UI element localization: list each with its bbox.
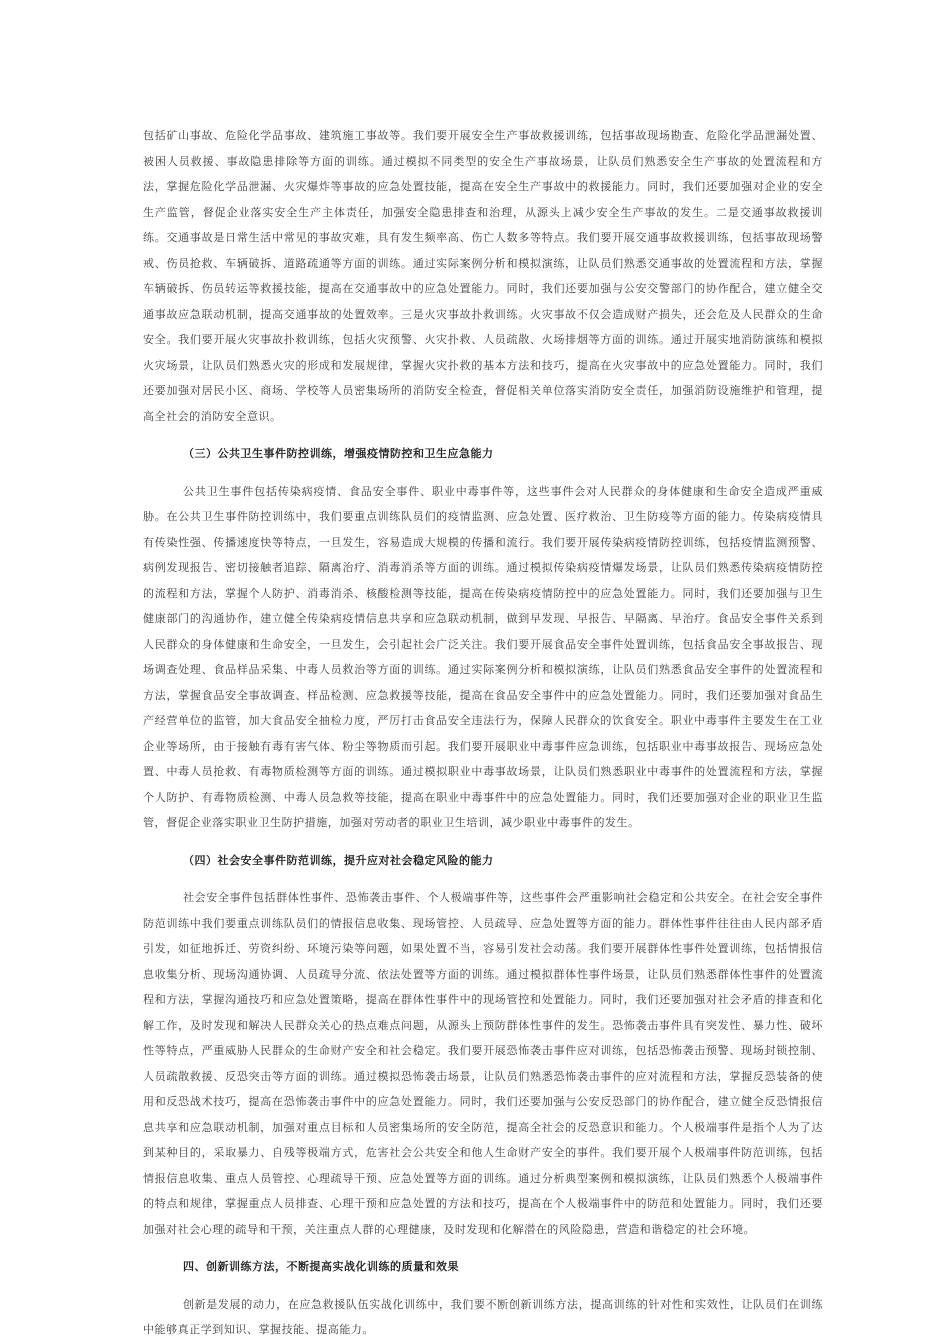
chapter-heading-innovation: 四、创新训练方法，不断提高实战化训练的质量和效果 bbox=[183, 1260, 459, 1273]
paragraph-public-health: 公共卫生事件包括传染病疫情、食品安全事件、职业中毒事件等，这些事件会对人民群众的身体健康和生命安全造成严重威胁。在公共卫生事件防控训练中，我们要重点训练队员们的疫情监测、应急处置、医疗救治、卫生防疫等方面的能力。传染病疫情具有传染性强、传播速度快等特点，一旦发生，容易造成大规模的传播和流行。我们要开展传染病疫情防控训练，包括疫情监测预警、病例发现报告、密切接触者追踪、隔离治疗、消毒消杀等方面的训练。通过模拟传染病疫情爆发场景，让队员们熟悉传染病疫情防控的流程和方法，掌握个人防护、消毒消杀、核酸检测等技能，提高在传染病疫情防控中的应急处置能力。同时，我们还要加强与卫生健康部门的沟通协作，建立健全传染病疫情信息共享和应急联动机制，做到早发现、早报告、早隔离、早治疗。食品安全事件关系到人民群众的身体健康和生命安全，一旦发生，会引起社会广泛关注。我们要开展食品安全事件处置训练，包括食品安全事故报告、现场调查处理、食品样品采集、中毒人员救治等方面的训练。通过实际案例分析和模拟演练，让队员们熟悉食品安全事件的处置流程和方法，掌握食品安全事故调查、样品检测、应急救援等技能，提高在食品安全事件中的应急处置能力。同时，我们还要加强对食品生产经营单位的监管，加大食品安全抽检力度，严厉打击食品安全违法行为，保障人民群众的饮食安全。职业中毒事件主要发生在工业企业等场所，由于接触有毒有害气体、粉尘等物质而引起。我们要开展职业中毒事件应急训练，包括职业中毒事故报告、现场应急处置、中毒人员抢救、有毒物质检测等方面的训练。通过模拟职业中毒事故场景，让队员们熟悉职业中毒事件的处置流程和方法，掌握个人防护、有毒物质检测、中毒人员急救等技能，提高在职业中毒事件中的应急处置能力。同时，我们还要加强对企业的职业卫生监管，督促企业落实职业卫生防护措施，加强对劳动者的职业卫生培训，减少职业中毒事件的发生。 bbox=[143, 484, 823, 829]
paragraph-innovation: 创新是发展的动力，在应急救援队伍实战化训练中，我们要不断创新训练方法，提高训练的针对性和实效性，让队员们在训练中能够真正学到知识、掌握技能、提高能力。 bbox=[143, 1297, 823, 1336]
document-body bbox=[143, 123, 823, 1343]
section-heading-public-health: （三）公共卫生事件防控训练，增强疫情防控和卫生应急能力 bbox=[183, 447, 494, 460]
section-heading-social-security: （四）社会安全事件防范训练，提升应对社会稳定风险的能力 bbox=[183, 853, 494, 867]
paragraph-accident-rescue: 包括矿山事故、危险化学品事故、建筑施工事故等。我们要开展安全生产事故救援训练，包括事故现场勘查、危险化学品泄漏处置、被困人员救援、事故隐患排除等方面的训练。通过模拟不同类型的安全生产事故场景，让队员们熟悉安全生产事故的处置流程和方法，掌握危险化学品泄漏、火灾爆炸等事故的应急处置技能，提高在安全生产事故中的救援能力。同时，我们还要加强对企业的安全生产监管，督促企业落实安全生产主体责任，加强安全隐患排查和治理，从源头上减少安全生产事故的发生。二是交通事故救援训练。交通事故是日常生活中常见的事故灾难，具有发生频率高、伤亡人数多等特点。我们要开展交通事故救援训练，包括事故现场警戒、伤员抢救、车辆破拆、道路疏通等方面的训练。通过实际案例分析和模拟演练，让队员们熟悉交通事故的处置流程和方法，掌握车辆破拆、伤员转运等救援技能，提高在交通事故中的应急处置能力。同时，我们还要加强与公安交警部门的协作配合，建立健全交通事故应急联动机制，提高交通事故的处置效率。三是火灾事故扑救训练。火灾事故不仅会造成财产损失，还会危及人民群众的生命安全。我们要开展火灾事故扑救训练，包括火灾预警、火灾扑救、人员疏散、火场排烟等方面的训练。通过开展实地消防演练和模拟火灾场景，让队员们熟悉火灾的形成和发展规律，掌握火灾扑救的基本方法和技巧，提高在火灾事故中的应急处置能力。同时，我们还要加强对居民小区、商场、学校等人员密集场所的消防安全检查，督促相关单位落实消防安全责任，加强消防设施维护和管理，提高全社会的消防安全意识。 bbox=[143, 129, 823, 423]
paragraph-social-security: 社会安全事件包括群体性事件、恐怖袭击事件、个人极端事件等，这些事件会严重影响社会稳定和公共安全。在社会安全事件防范训练中我们要重点训练队员们的情报信息收集、现场管控、人员疏导、应急处置等方面的能力。群体性事件往往由人民内部矛盾引发，如征地拆迁、劳资纠纷、环境污染等问题，如果处置不当，容易引发社会动荡。我们要开展群体性事件处置训练，包括情报信息收集分析、现场沟通协调、人员疏导分流、依法处置等方面的训练。通过模拟群体性事件场景，让队员们熟悉群体性事件的处置流程和方法，掌握沟通技巧和应急处置策略，提高在群体性事件中的现场管控和处置能力。同时，我们还要加强对社会矛盾的排查和化解工作，及时发现和解决人民群众关心的热点难点问题，从源头上预防群体性事件的发生。恐怖袭击事件具有突发性、暴力性、破坏性等特点，严重威胁人民群众的生命财产安全和社会稳定。我们要开展恐怖袭击事件应对训练，包括恐怖袭击预警、现场封锁控制、人员疏散救援、反恐突击等方面的训练。通过模拟恐怖袭击场景，让队员们熟悉恐怖袭击事件的应对流程和方法，掌握反恐装备的使用和反恐战术技巧，提高在恐怖袭击事件中的应急处置能力。同时，我们还要加强与公安反恐部门的协作配合，建立健全反恐情报信息共享和应急联动机制，加强对重点目标和人员密集场所的安全防范，提高全社会的反恐意识和能力。个人极端事件是指个人为了达到某种目的，采取暴力、自残等极端方式，危害社会公共安全和他人生命财产安全的事件。我们要开展个人极端事件防范训练，包括情报信息收集、重点人员管控、心理疏导干预、应急处置等方面的训练。通过分析典型案例和模拟演练，让队员们熟悉个人极端事件的特点和规律，掌握重点人员排查、心理干预和应急处置的方法和技巧，提高在个人极端事件中的防范和处置能力。同时，我们还要加强对社会心理的疏导和干预，关注重点人群的心理健康，及时发现和化解潜在的风险隐患，营造和谐稳定的社会环境。 bbox=[143, 891, 823, 1236]
